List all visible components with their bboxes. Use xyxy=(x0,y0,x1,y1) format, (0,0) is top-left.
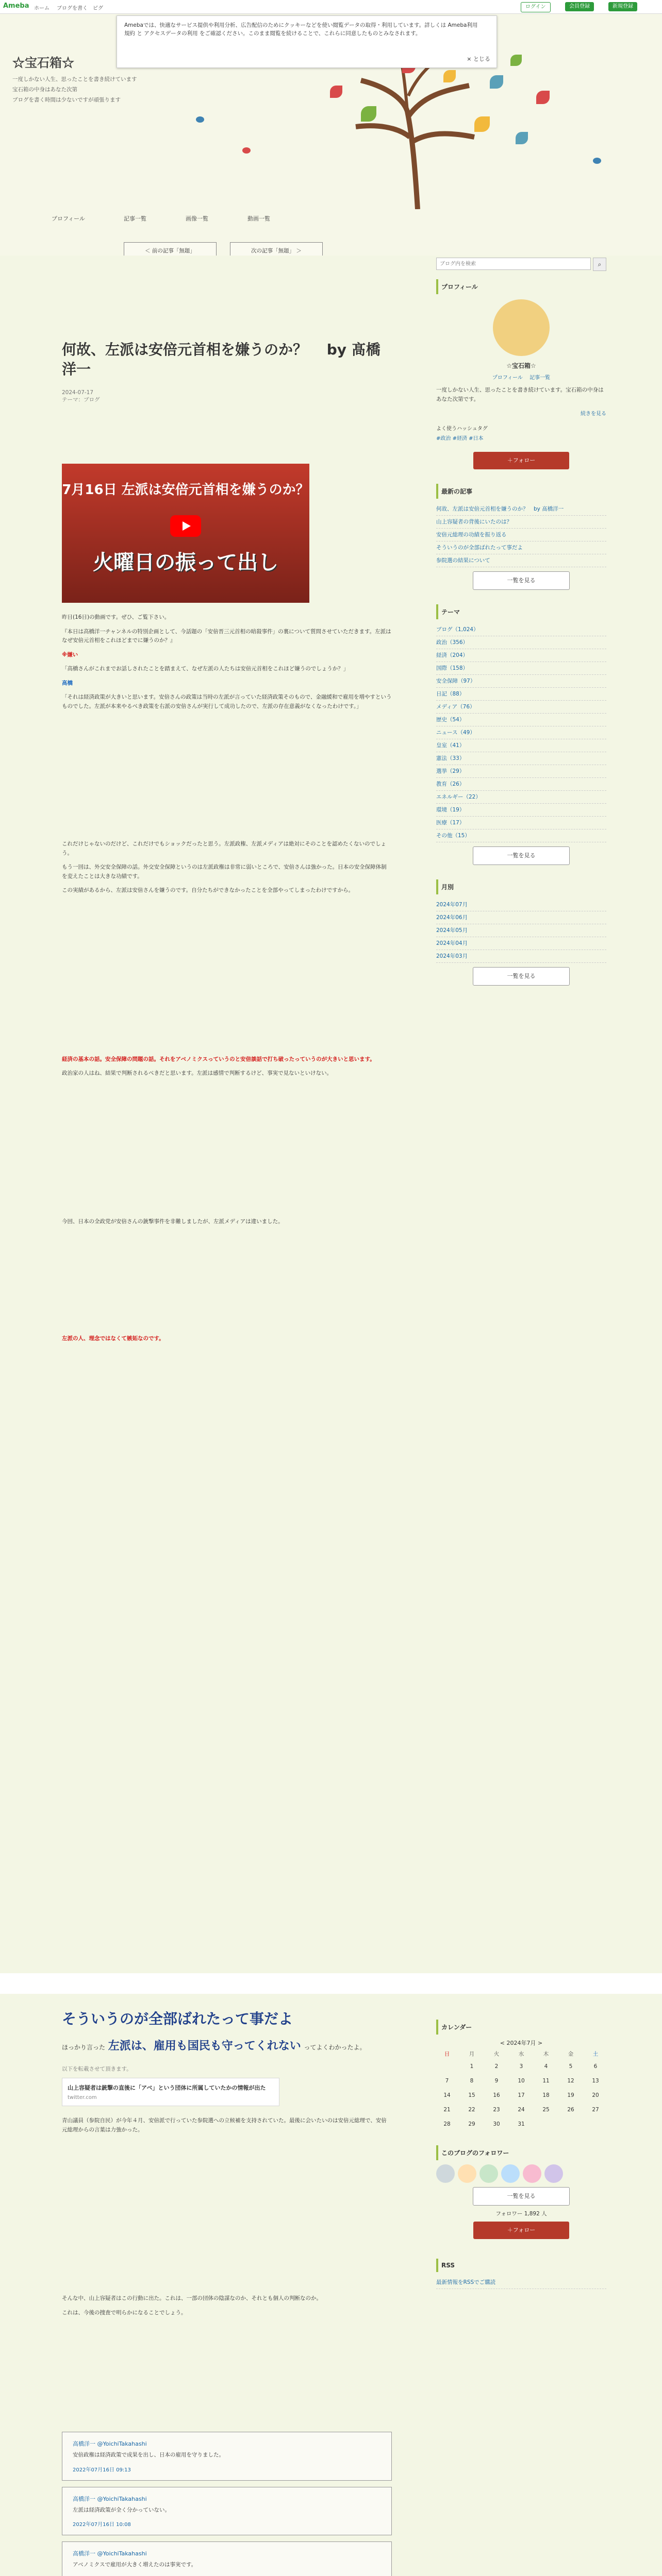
theme-item[interactable]: ブログ（1,024） xyxy=(436,623,606,636)
calendar-day[interactable]: 14 xyxy=(443,2092,451,2098)
tab-profile[interactable]: プロフィール xyxy=(52,215,85,222)
calendar-day[interactable]: 8 xyxy=(470,2078,474,2084)
theme-item[interactable]: 歴史（54） xyxy=(436,714,606,726)
follow-button[interactable]: ＋フォロー xyxy=(473,452,569,469)
tweet-date[interactable]: 2022年07月16日 10:08 xyxy=(73,2522,131,2528)
follower-avatar[interactable] xyxy=(501,2164,520,2183)
archive-item[interactable]: 2024年07月 xyxy=(436,899,606,911)
article-red-heading: ※嫌い xyxy=(62,651,78,658)
theme-item[interactable]: 安全保障（97） xyxy=(436,675,606,688)
calendar-day[interactable]: 15 xyxy=(468,2092,475,2098)
follow-button[interactable]: ＋フォロー xyxy=(473,2222,569,2239)
calendar-weekday: 火 xyxy=(493,2051,500,2057)
leaf-decor xyxy=(361,106,376,122)
leaf-decor xyxy=(536,91,550,104)
calendar-day[interactable]: 7 xyxy=(445,2078,449,2084)
calendar-weekday: 木 xyxy=(543,2051,549,2057)
calendar-day[interactable]: 3 xyxy=(519,2063,523,2070)
tab-articles[interactable]: 記事一覧 xyxy=(124,215,146,222)
calendar-day xyxy=(535,2119,557,2130)
blog-desc: 宝石箱の中身はあなた次第 xyxy=(12,87,77,93)
calendar-day[interactable]: 23 xyxy=(493,2107,500,2113)
section-gap xyxy=(0,1973,662,1994)
theme-item[interactable]: 政治（356） xyxy=(436,636,606,649)
followers-heading: このブログのフォロワー xyxy=(436,2145,606,2160)
article-paragraph: 「高橋さんがこれまでお話しされたことを踏まえて、なぜ左派の人たちは安倍元首相をこれほど嫌うのでしょうか？」 xyxy=(62,666,349,672)
recent-heading: 最新の記事 xyxy=(436,484,606,499)
tweet-author[interactable]: 高橋洋一 @YoichiTakahashi xyxy=(73,2441,147,2447)
follower-avatar[interactable] xyxy=(436,2164,455,2183)
article2-subtitle: 左派は、雇用も国民も守ってくれない xyxy=(108,2040,301,2053)
calendar-day[interactable]: 24 xyxy=(518,2107,525,2113)
calendar-day[interactable]: 10 xyxy=(518,2078,525,2084)
calendar-weekday: 月 xyxy=(469,2051,475,2057)
theme-item[interactable]: 環境（19） xyxy=(436,804,606,817)
calendar-heading: カレンダー xyxy=(436,2020,606,2035)
login-button[interactable]: ログイン xyxy=(521,2,551,12)
calendar-day[interactable]: 30 xyxy=(493,2121,500,2127)
nav-pigg[interactable]: ピグ xyxy=(93,6,103,11)
theme-item[interactable]: 経済（204） xyxy=(436,649,606,662)
article-intro: 昨日(16日)の動画です。ぜひ、ご覧下さい。 xyxy=(62,614,170,620)
calendar-day[interactable]: 1 xyxy=(470,2063,474,2070)
theme-item[interactable]: 医療（17） xyxy=(436,817,606,829)
profile-name[interactable]: ☆宝石箱☆ xyxy=(506,362,536,369)
calendar-day[interactable]: 12 xyxy=(567,2078,574,2084)
article-paragraph: 政治家の人はね、結果で判断されるべきだと思います。左派は感情で判断するけど、事実で見ないといけない。 xyxy=(62,1070,333,1076)
theme-more-button[interactable]: 一覧を見る xyxy=(473,846,570,865)
article-paragraph: 「それは経済政策が大きいと思います。安倍さんの政策は当時の左派が言っていた経済政策そのもので、金融緩和で雇用を増やすというものでした。左派が本来やるべき政策を右派の安倍さんが実行して成功したので、左派の存在意義がなくなったわけです。」 xyxy=(62,694,392,709)
theme-item[interactable]: 教育（26） xyxy=(436,778,606,791)
tweet-date[interactable]: 2022年07月16日 09:13 xyxy=(73,2467,131,2473)
article2-subtitle-post: ってよくわかったよ。 xyxy=(304,2044,366,2051)
archive-more-button[interactable]: 一覧を見る xyxy=(473,967,570,986)
link-card-site: twitter.com xyxy=(68,2095,97,2100)
calendar-day xyxy=(560,2119,582,2130)
tweet-author[interactable]: 高橋洋一 @YoichiTakahashi xyxy=(73,2550,147,2557)
bird-decor xyxy=(196,116,204,123)
calendar-day[interactable]: 13 xyxy=(592,2078,599,2084)
article-conclusion: 左派の人、理念ではなくて嫉妬なのです。 xyxy=(62,1335,164,1342)
prev-article-button[interactable]: ＜ 前の記事「無題」 xyxy=(124,242,217,256)
calendar-weekday: 金 xyxy=(568,2051,574,2057)
article-paragraph: 今回、日本の全政党が安倍さんの銃撃事件を非難しましたが、左派メディアは違いました。 xyxy=(62,1218,284,1225)
hashtag[interactable]: #政治 xyxy=(436,436,451,442)
article2-paragraph: そんな中、山上容疑者はこの行動に出た。これは、一部の団体の陰謀なのか、それとも個人の判断なのか。 xyxy=(62,2295,322,2301)
calendar-day xyxy=(436,2061,458,2072)
tweet-text: 安倍政権は経済政策で成果を出し、日本の雇用を守りました。 xyxy=(73,2452,224,2458)
profile-bio: 一度しかない人生、思ったことを書き続けています。宝石箱の中身はあなた次第です。 xyxy=(436,387,604,402)
calendar-day[interactable]: 2 xyxy=(494,2063,499,2070)
followers-count: フォロワー 1,892 人 xyxy=(495,2211,547,2217)
archive-item[interactable]: 2024年04月 xyxy=(436,937,606,950)
archive-item[interactable]: 2024年05月 xyxy=(436,924,606,937)
link-card[interactable] xyxy=(62,2078,279,2106)
tweet-author[interactable]: 高橋洋一 @YoichiTakahashi xyxy=(73,2495,147,2502)
calendar-day xyxy=(585,2119,606,2130)
follower-avatar[interactable] xyxy=(479,2164,498,2183)
article-theme[interactable]: テーマ：ブログ xyxy=(62,397,100,403)
theme-item[interactable]: エネルギー（22） xyxy=(436,791,606,804)
article-paragraph: 経済の基本の話。安全保障の問題の話。それをアベノミクスっていうのと安倍談話で打ち破ったっていうのが大きいと思います。 xyxy=(62,1056,375,1062)
calendar-day[interactable]: 6 xyxy=(593,2063,598,2070)
calendar-grid xyxy=(436,2050,606,2130)
quote-label: 以下を転載させて頂きます。 xyxy=(62,2066,132,2072)
theme-item[interactable]: 国際（158） xyxy=(436,662,606,675)
tweet-quote[interactable] xyxy=(62,2432,392,2481)
calendar-day[interactable]: 18 xyxy=(542,2092,550,2098)
search-icon[interactable]: ⌕ xyxy=(593,258,606,271)
tweet-text: アベノミクスで雇用が大きく増えたのは事実です。 xyxy=(73,2562,197,2568)
recent-item[interactable]: 安倍元総理の功績を振り返る xyxy=(436,529,606,541)
tweet-quote[interactable] xyxy=(62,2487,392,2536)
calendar-day[interactable]: 20 xyxy=(592,2092,599,2098)
calendar-day[interactable]: 29 xyxy=(468,2121,475,2127)
theme-item[interactable]: ニュース（49） xyxy=(436,726,606,739)
follower-avatar[interactable] xyxy=(458,2164,476,2183)
calendar-day[interactable]: 22 xyxy=(468,2107,475,2113)
leaf-decor xyxy=(490,75,503,89)
article-paragraph: 『本日は高橋洋一チャンネルの特別企画として、今話題の「安倍晋三元首相の暗殺事件」の裏について質問させていただきます。左派はなぜ安倍元首相をこれほどまでに嫌うのか？』 xyxy=(62,628,391,643)
bird-decor xyxy=(242,147,251,154)
article2-title: そういうのが全部ばれたって事だよ xyxy=(62,2010,293,2027)
blog-title[interactable]: ☆宝石箱☆ xyxy=(12,55,74,70)
cookie-close-button[interactable]: × とじる xyxy=(467,56,490,62)
profile-more-link[interactable]: 続きを見る xyxy=(581,411,606,417)
profile-heading: プロフィール xyxy=(436,279,606,294)
blog-desc: ブログを書く時間は少ないですが頑張ります xyxy=(12,97,121,103)
theme-item[interactable]: その他（15） xyxy=(436,829,606,842)
video-badge: 火曜日の振って出し xyxy=(93,551,278,574)
followers-more-button[interactable]: 一覧を見る xyxy=(473,2187,570,2206)
tab-images[interactable]: 画像一覧 xyxy=(186,215,208,222)
hashtag-label: よく使うハッシュタグ xyxy=(436,426,488,432)
archive-item[interactable]: 2024年03月 xyxy=(436,950,606,963)
next-article-button[interactable]: 次の記事「無題」 ＞ xyxy=(230,242,323,256)
article-date: 2024-07-17 xyxy=(62,389,94,396)
rss-heading: RSS xyxy=(436,2259,606,2272)
article2-paragraph: これは、今後の捜査で明らかになることでしょう。 xyxy=(62,2309,187,2316)
article-paragraph: この実績があるから、左派は安倍さんを嫌うのです。自分たちができなかったことを全部やってしまったわけですから。 xyxy=(62,887,354,893)
article-body xyxy=(62,613,392,1349)
calendar-day[interactable]: 27 xyxy=(592,2107,599,2113)
follower-avatar[interactable] xyxy=(523,2164,541,2183)
calendar-day[interactable]: 16 xyxy=(493,2092,500,2098)
recent-item[interactable]: 参院選の結果について xyxy=(436,554,606,567)
calendar-weekday: 水 xyxy=(518,2051,524,2057)
video-embed[interactable] xyxy=(62,464,309,603)
ameba-logo[interactable]: Ameba xyxy=(3,2,29,10)
article2-main xyxy=(62,2009,392,2576)
theme-item[interactable]: 選挙（29） xyxy=(436,765,606,778)
rss-link[interactable]: 最新情報をRSSでご購読 xyxy=(436,2276,606,2289)
calendar-title[interactable]: < 2024年7月 > xyxy=(500,2040,543,2046)
calendar-day[interactable]: 25 xyxy=(542,2107,550,2113)
link-card-title: 山上容疑者は銃撃の直後に「アベ」という団体に所属していたかの情報が出た xyxy=(68,2084,266,2091)
avatar[interactable] xyxy=(493,299,550,356)
sidebar xyxy=(436,258,606,990)
calendar-day[interactable]: 31 xyxy=(518,2121,525,2127)
theme-item[interactable]: メディア（76） xyxy=(436,701,606,714)
calendar-day[interactable]: 28 xyxy=(443,2121,451,2127)
sidebar-lower xyxy=(436,2020,606,2289)
profile-link[interactable]: プロフィール xyxy=(492,375,523,381)
nav-write[interactable]: ブログを書く xyxy=(57,6,88,11)
blog-search-input[interactable] xyxy=(436,258,591,270)
play-icon[interactable] xyxy=(170,515,201,537)
nav-home[interactable]: ホーム xyxy=(34,6,49,11)
register-button[interactable]: 会員登録 xyxy=(565,2,594,11)
article2-subtitle-pre: ほっかり言った xyxy=(62,2044,106,2051)
calendar-day[interactable]: 21 xyxy=(443,2107,451,2113)
video-title: 7月16日 左派は安倍元首相を嫌うのか？ xyxy=(62,482,309,498)
leaf-decor xyxy=(510,55,522,66)
archive-heading: 月別 xyxy=(436,879,606,894)
cookie-text: Amebaでは、快適なサービス提供や利用分析、広告配信のためにクッキーなどを使い閲覧データの取得・利用しています。詳しくは Ameba利用規約 と アクセスデータの利用 をご確認ください。このまま閲覧を続けることで、これらに同意したものとみなされます。 xyxy=(124,22,478,37)
leaf-decor xyxy=(516,132,528,144)
calendar-day[interactable]: 26 xyxy=(567,2107,574,2113)
tweet-text: 左派は経済政策が全く分かっていない。 xyxy=(73,2506,170,2513)
calendar-day[interactable]: 9 xyxy=(494,2078,499,2084)
calendar-day[interactable]: 11 xyxy=(542,2078,550,2084)
theme-item[interactable]: 皇室（41） xyxy=(436,739,606,752)
recent-item[interactable]: そういうのが全部ばれたって事だよ xyxy=(436,541,606,554)
tweet-quote[interactable] xyxy=(62,2541,392,2576)
blog-desc: 一度しかない人生、思ったことを書き続けています xyxy=(12,76,137,82)
leaf-decor xyxy=(330,86,342,98)
calendar-day[interactable]: 5 xyxy=(569,2063,573,2070)
calendar-weekday: 日 xyxy=(444,2051,450,2057)
articles-link[interactable]: 記事一覧 xyxy=(529,375,551,381)
article-paragraph: もう一回は、外交安全保障の話。外交安全保障というのは左派政権は非常に弱いところで、安倍さんは強かった。日本の安全保障体制を変えたことは大きな功績です。 xyxy=(62,864,387,879)
recent-item[interactable]: 山上容疑者の背後にいたのは？ xyxy=(436,516,606,529)
follower-avatar[interactable] xyxy=(544,2164,563,2183)
theme-item[interactable]: 憲法（33） xyxy=(436,752,606,765)
archive-item[interactable]: 2024年06月 xyxy=(436,911,606,924)
article-speaker: 高橋 xyxy=(62,680,73,686)
new-register-button[interactable]: 新規登録 xyxy=(608,2,637,11)
cookie-banner xyxy=(117,15,497,68)
article-main xyxy=(62,340,392,403)
calendar-day[interactable]: 4 xyxy=(544,2063,548,2070)
theme-item[interactable]: 日記（88） xyxy=(436,688,606,701)
recent-item[interactable]: 何故、左派は安倍元首相を嫌うのか？ by 髙橋洋一 xyxy=(436,503,606,516)
article-paragraph: これだけじゃないのだけど、これだけでもショックだったと思う。左派政権、左派メディアは絶対にそのことを認めたくないのでしょう。 xyxy=(62,841,386,856)
article2-paragraph: 青山議員（参院自民）が今年４月、安倍派で行っていた参院選への立候補を支持されていた。最後に会いたいのは安倍元総理で、安倍元総理からの言葉は力強かった。 xyxy=(62,2117,387,2133)
blog-tabs xyxy=(52,214,382,230)
bird-decor xyxy=(593,158,601,164)
recent-more-button[interactable]: 一覧を見る xyxy=(473,571,570,590)
hashtag[interactable]: #経済 xyxy=(452,436,467,442)
top-bar xyxy=(0,0,662,14)
calendar-weekday: 土 xyxy=(592,2051,599,2057)
calendar-day[interactable]: 19 xyxy=(567,2092,574,2098)
tab-videos[interactable]: 動画一覧 xyxy=(247,215,270,222)
calendar-day[interactable]: 17 xyxy=(518,2092,525,2098)
leaf-decor xyxy=(474,116,490,132)
leaf-decor xyxy=(443,70,456,82)
theme-heading: テーマ xyxy=(436,604,606,619)
hashtag[interactable]: #日本 xyxy=(469,436,484,442)
article-title[interactable]: 何故、左派は安倍元首相を嫌うのか？ by 髙橋洋一 xyxy=(62,341,380,378)
